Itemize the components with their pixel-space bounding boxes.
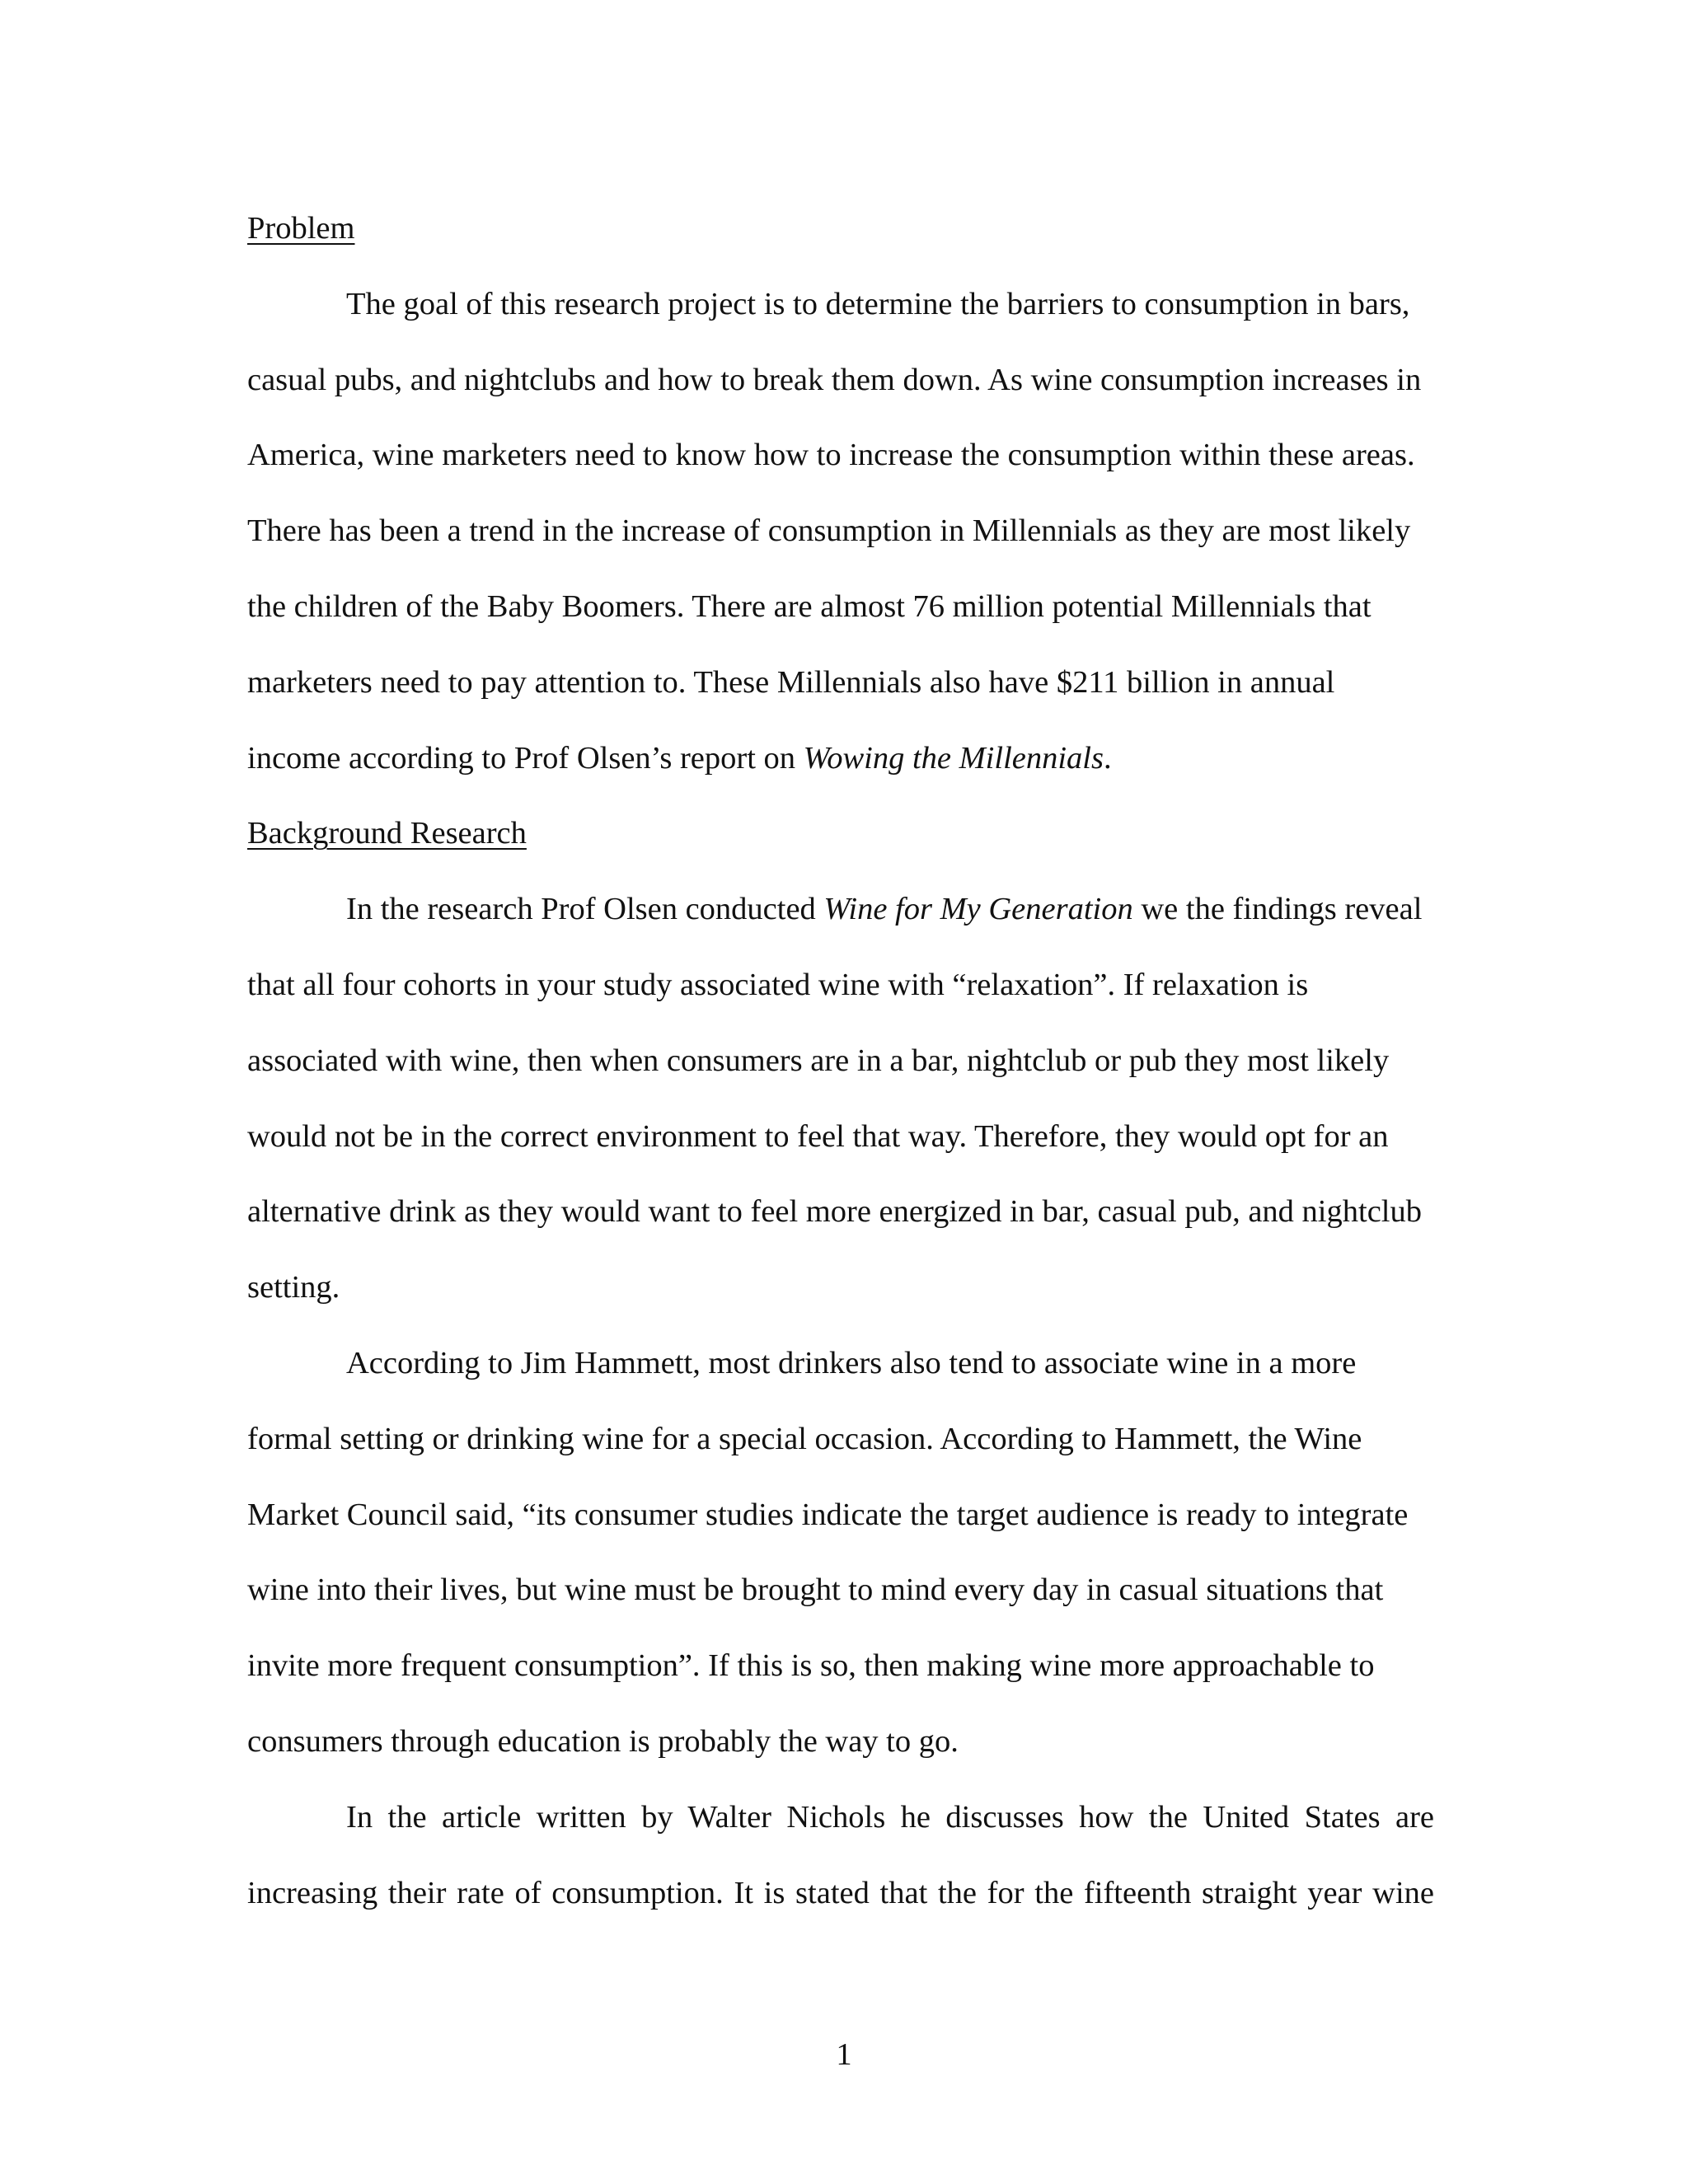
paragraph-background-1: [247, 872, 1434, 1326]
paragraph-problem: [247, 267, 1434, 797]
heading-problem: Problem: [247, 211, 355, 246]
paragraph-background-2: According to Jim Hammett, most drinkers also tend to associate wine in a more formal setting or drinking wine for a special occasion. According to Hammett, the Wine Market Council said, “its consumer studies indicate the target audience is ready to integrate wine into their lives, but wine must be brought to mind every day in casual situations that invite more frequent consumption”. If this is so, then making wine more approachable to consumers through education is probably the way to go.: [247, 1345, 1409, 1759]
study-title: Wine for My Generation: [823, 892, 1133, 927]
page-number: 1: [836, 2037, 852, 2072]
paragraph-text: we the findings reveal that all four cohorts in your study associated wine with “relaxation”. If relaxation is associated with wine, then when consumers are in a bar, nightclub or pub they most likely would not be in the correct environment to feel that way. Therefore, they would opt for an alternative drink as they would want to feel more energized in bar, casual pub, and nightclub setting.: [247, 892, 1423, 1305]
paragraph-text: In the research Prof Olsen conducted: [346, 892, 824, 927]
heading-background-research: Background Research: [247, 816, 527, 851]
paragraph-background-3: In the article written by Walter Nichols he discusses how the United States are increasing their rate of consumption. It is stated that the for the fifteenth straight year wine: [247, 1799, 1434, 1910]
page-body: [247, 191, 1434, 1931]
report-title: Wowing the Millennials: [803, 740, 1104, 776]
paragraph-text: .: [1103, 740, 1112, 776]
paragraph-text: The goal of this research project is to determine the barriers to consumption in bars, casual pubs, and nightclubs and how to break them down. As wine consumption increases in America, wine marketers need to know how to increase the consumption within these areas. There has been a trend in the increase of consumption in Millennials as they are most likely the children of the Baby Boomers. There are almost 76 million potential Millennials that marketers need to pay attention to. These Millennials also have $211 billion in annual income according to Prof Olsen’s report on: [247, 286, 1422, 776]
